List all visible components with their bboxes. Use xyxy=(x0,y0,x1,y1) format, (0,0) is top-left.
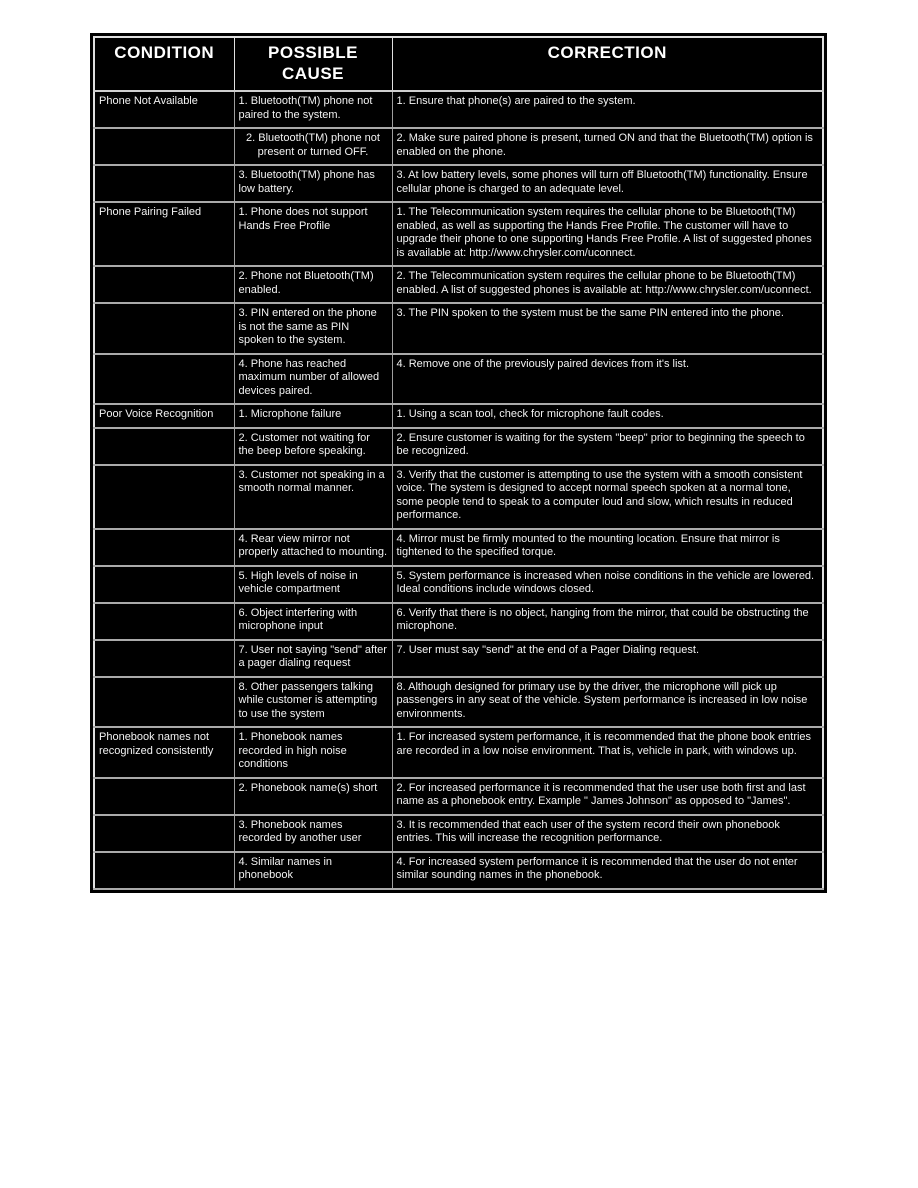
condition-cell xyxy=(94,128,234,165)
condition-cell xyxy=(94,640,234,677)
table-row xyxy=(94,640,823,677)
possible-cause-cell: 6. Object interfering with microphone input xyxy=(234,603,392,640)
condition-cell xyxy=(94,778,234,815)
header-row xyxy=(94,37,823,91)
condition-cell xyxy=(94,354,234,405)
condition-cell xyxy=(94,852,234,889)
possible-cause-cell: 7. User not saying "send" after a pager dialing request xyxy=(234,640,392,677)
possible-cause-cell: 3. PIN entered on the phone is not the same as PIN spoken to the system. xyxy=(234,303,392,354)
possible-cause-cell: 4. Rear view mirror not properly attached to mounting. xyxy=(234,529,392,566)
correction-cell: 3. It is recommended that each user of the system record their own phonebook entries. This will increase the recognition performance. xyxy=(392,815,823,852)
condition-cell: Phonebook names not recognized consistently xyxy=(94,727,234,778)
table-row xyxy=(94,852,823,889)
correction-cell: 3. The PIN spoken to the system must be the same PIN entered into the phone. xyxy=(392,303,823,354)
possible-cause-cell: 4. Similar names in phonebook xyxy=(234,852,392,889)
possible-cause-cell: 4. Phone has reached maximum number of allowed devices paired. xyxy=(234,354,392,405)
possible-cause-cell: 1. Microphone failure xyxy=(234,404,392,428)
correction-column-header: CORRECTION xyxy=(392,37,823,91)
possible-cause-cell: 2. Customer not waiting for the beep before speaking. xyxy=(234,428,392,465)
correction-cell: 1. For increased system performance, it is recommended that the phone book entries are recorded in a low noise environment. That is, vehicle in park, with windows up. xyxy=(392,727,823,778)
condition-cell xyxy=(94,266,234,303)
table-row xyxy=(94,354,823,405)
correction-cell: 6. Verify that there is no object, hanging from the mirror, that could be obstructing the microphone. xyxy=(392,603,823,640)
condition-cell: Phone Pairing Failed xyxy=(94,202,234,266)
possible-cause-cell: 2. Bluetooth(TM) phone not present or turned OFF. xyxy=(234,128,392,165)
correction-cell: 4. Remove one of the previously paired devices from it's list. xyxy=(392,354,823,405)
table-row xyxy=(94,566,823,603)
correction-cell: 4. Mirror must be firmly mounted to the mounting location. Ensure that mirror is tightened to the specified torque. xyxy=(392,529,823,566)
correction-cell: 2. For increased performance it is recommended that the user use both first and last name as a phonebook entry. Example " James Johnson" as opposed to "James". xyxy=(392,778,823,815)
condition-cell xyxy=(94,428,234,465)
condition-cell xyxy=(94,566,234,603)
possible-cause-cell: 8. Other passengers talking while customer is attempting to use the system xyxy=(234,677,392,728)
correction-cell: 3. Verify that the customer is attempting to use the system with a smooth consistent voice. The system is designed to accept normal speech spoken at a normal tone, some people tend to speak to a computer loud and slow, which results in reduced performance. xyxy=(392,465,823,529)
correction-cell: 1. Using a scan tool, check for microphone fault codes. xyxy=(392,404,823,428)
correction-cell: 1. The Telecommunication system requires the cellular phone to be Bluetooth(TM) enabled, as well as supporting the Hands Free Profile. The customer will have to upgrade their phone to one supporting Hands Free Profile. A list of suggested phones is available at: http://www.chrysler.com/uconnect. xyxy=(392,202,823,266)
condition-column-header: CONDITION xyxy=(94,37,234,91)
table-row xyxy=(94,165,823,202)
possible-cause-cell: 3. Customer not speaking in a smooth normal manner. xyxy=(234,465,392,529)
condition-cell xyxy=(94,165,234,202)
condition-cell xyxy=(94,677,234,728)
possible-cause-cell: 1. Phonebook names recorded in high noise conditions xyxy=(234,727,392,778)
condition-cell xyxy=(94,603,234,640)
condition-cell xyxy=(94,529,234,566)
table-row xyxy=(94,603,823,640)
correction-cell: 2. Make sure paired phone is present, turned ON and that the Bluetooth(TM) option is enabled on the phone. xyxy=(392,128,823,165)
correction-cell: 5. System performance is increased when noise conditions in the vehicle are lowered. Ideal conditions include windows closed. xyxy=(392,566,823,603)
table-row xyxy=(94,465,823,529)
troubleshooting-table-grid xyxy=(93,36,824,890)
table-row xyxy=(94,266,823,303)
correction-cell: 4. For increased system performance it is recommended that the user do not enter similar sounding names in the phonebook. xyxy=(392,852,823,889)
table-row xyxy=(94,91,823,128)
possible-cause-cell: 3. Phonebook names recorded by another user xyxy=(234,815,392,852)
table-row xyxy=(94,303,823,354)
possible-cause-column-header: POSSIBLE CAUSE xyxy=(234,37,392,91)
table-row xyxy=(94,778,823,815)
table-row xyxy=(94,727,823,778)
table-header xyxy=(94,37,823,91)
correction-cell: 8. Although designed for primary use by the driver, the microphone will pick up passengers in any seat of the vehicle. System performance is increased in low noise environments. xyxy=(392,677,823,728)
possible-cause-cell: 1. Bluetooth(TM) phone not paired to the system. xyxy=(234,91,392,128)
correction-cell: 2. The Telecommunication system requires the cellular phone to be Bluetooth(TM) enabled. A list of suggested phones is available at: http://www.chrysler.com/uconnect. xyxy=(392,266,823,303)
correction-cell: 1. Ensure that phone(s) are paired to the system. xyxy=(392,91,823,128)
table-body xyxy=(94,91,823,889)
condition-cell xyxy=(94,815,234,852)
possible-cause-cell: 2. Phonebook name(s) short xyxy=(234,778,392,815)
condition-cell: Phone Not Available xyxy=(94,91,234,128)
table-row xyxy=(94,128,823,165)
possible-cause-cell: 3. Bluetooth(TM) phone has low battery. xyxy=(234,165,392,202)
table-row xyxy=(94,202,823,266)
table-row xyxy=(94,677,823,728)
troubleshooting-table xyxy=(90,33,827,893)
condition-cell xyxy=(94,303,234,354)
table-row xyxy=(94,428,823,465)
condition-cell xyxy=(94,465,234,529)
possible-cause-cell: 2. Phone not Bluetooth(TM) enabled. xyxy=(234,266,392,303)
table-row xyxy=(94,529,823,566)
possible-cause-cell: 5. High levels of noise in vehicle compartment xyxy=(234,566,392,603)
correction-cell: 3. At low battery levels, some phones will turn off Bluetooth(TM) functionality. Ensure cellular phone is charged to an adequate level. xyxy=(392,165,823,202)
correction-cell: 2. Ensure customer is waiting for the system "beep" prior to beginning the speech to be recognized. xyxy=(392,428,823,465)
possible-cause-cell: 1. Phone does not support Hands Free Profile xyxy=(234,202,392,266)
condition-cell: Poor Voice Recognition xyxy=(94,404,234,428)
table-row xyxy=(94,815,823,852)
table-row xyxy=(94,404,823,428)
correction-cell: 7. User must say "send" at the end of a Pager Dialing request. xyxy=(392,640,823,677)
